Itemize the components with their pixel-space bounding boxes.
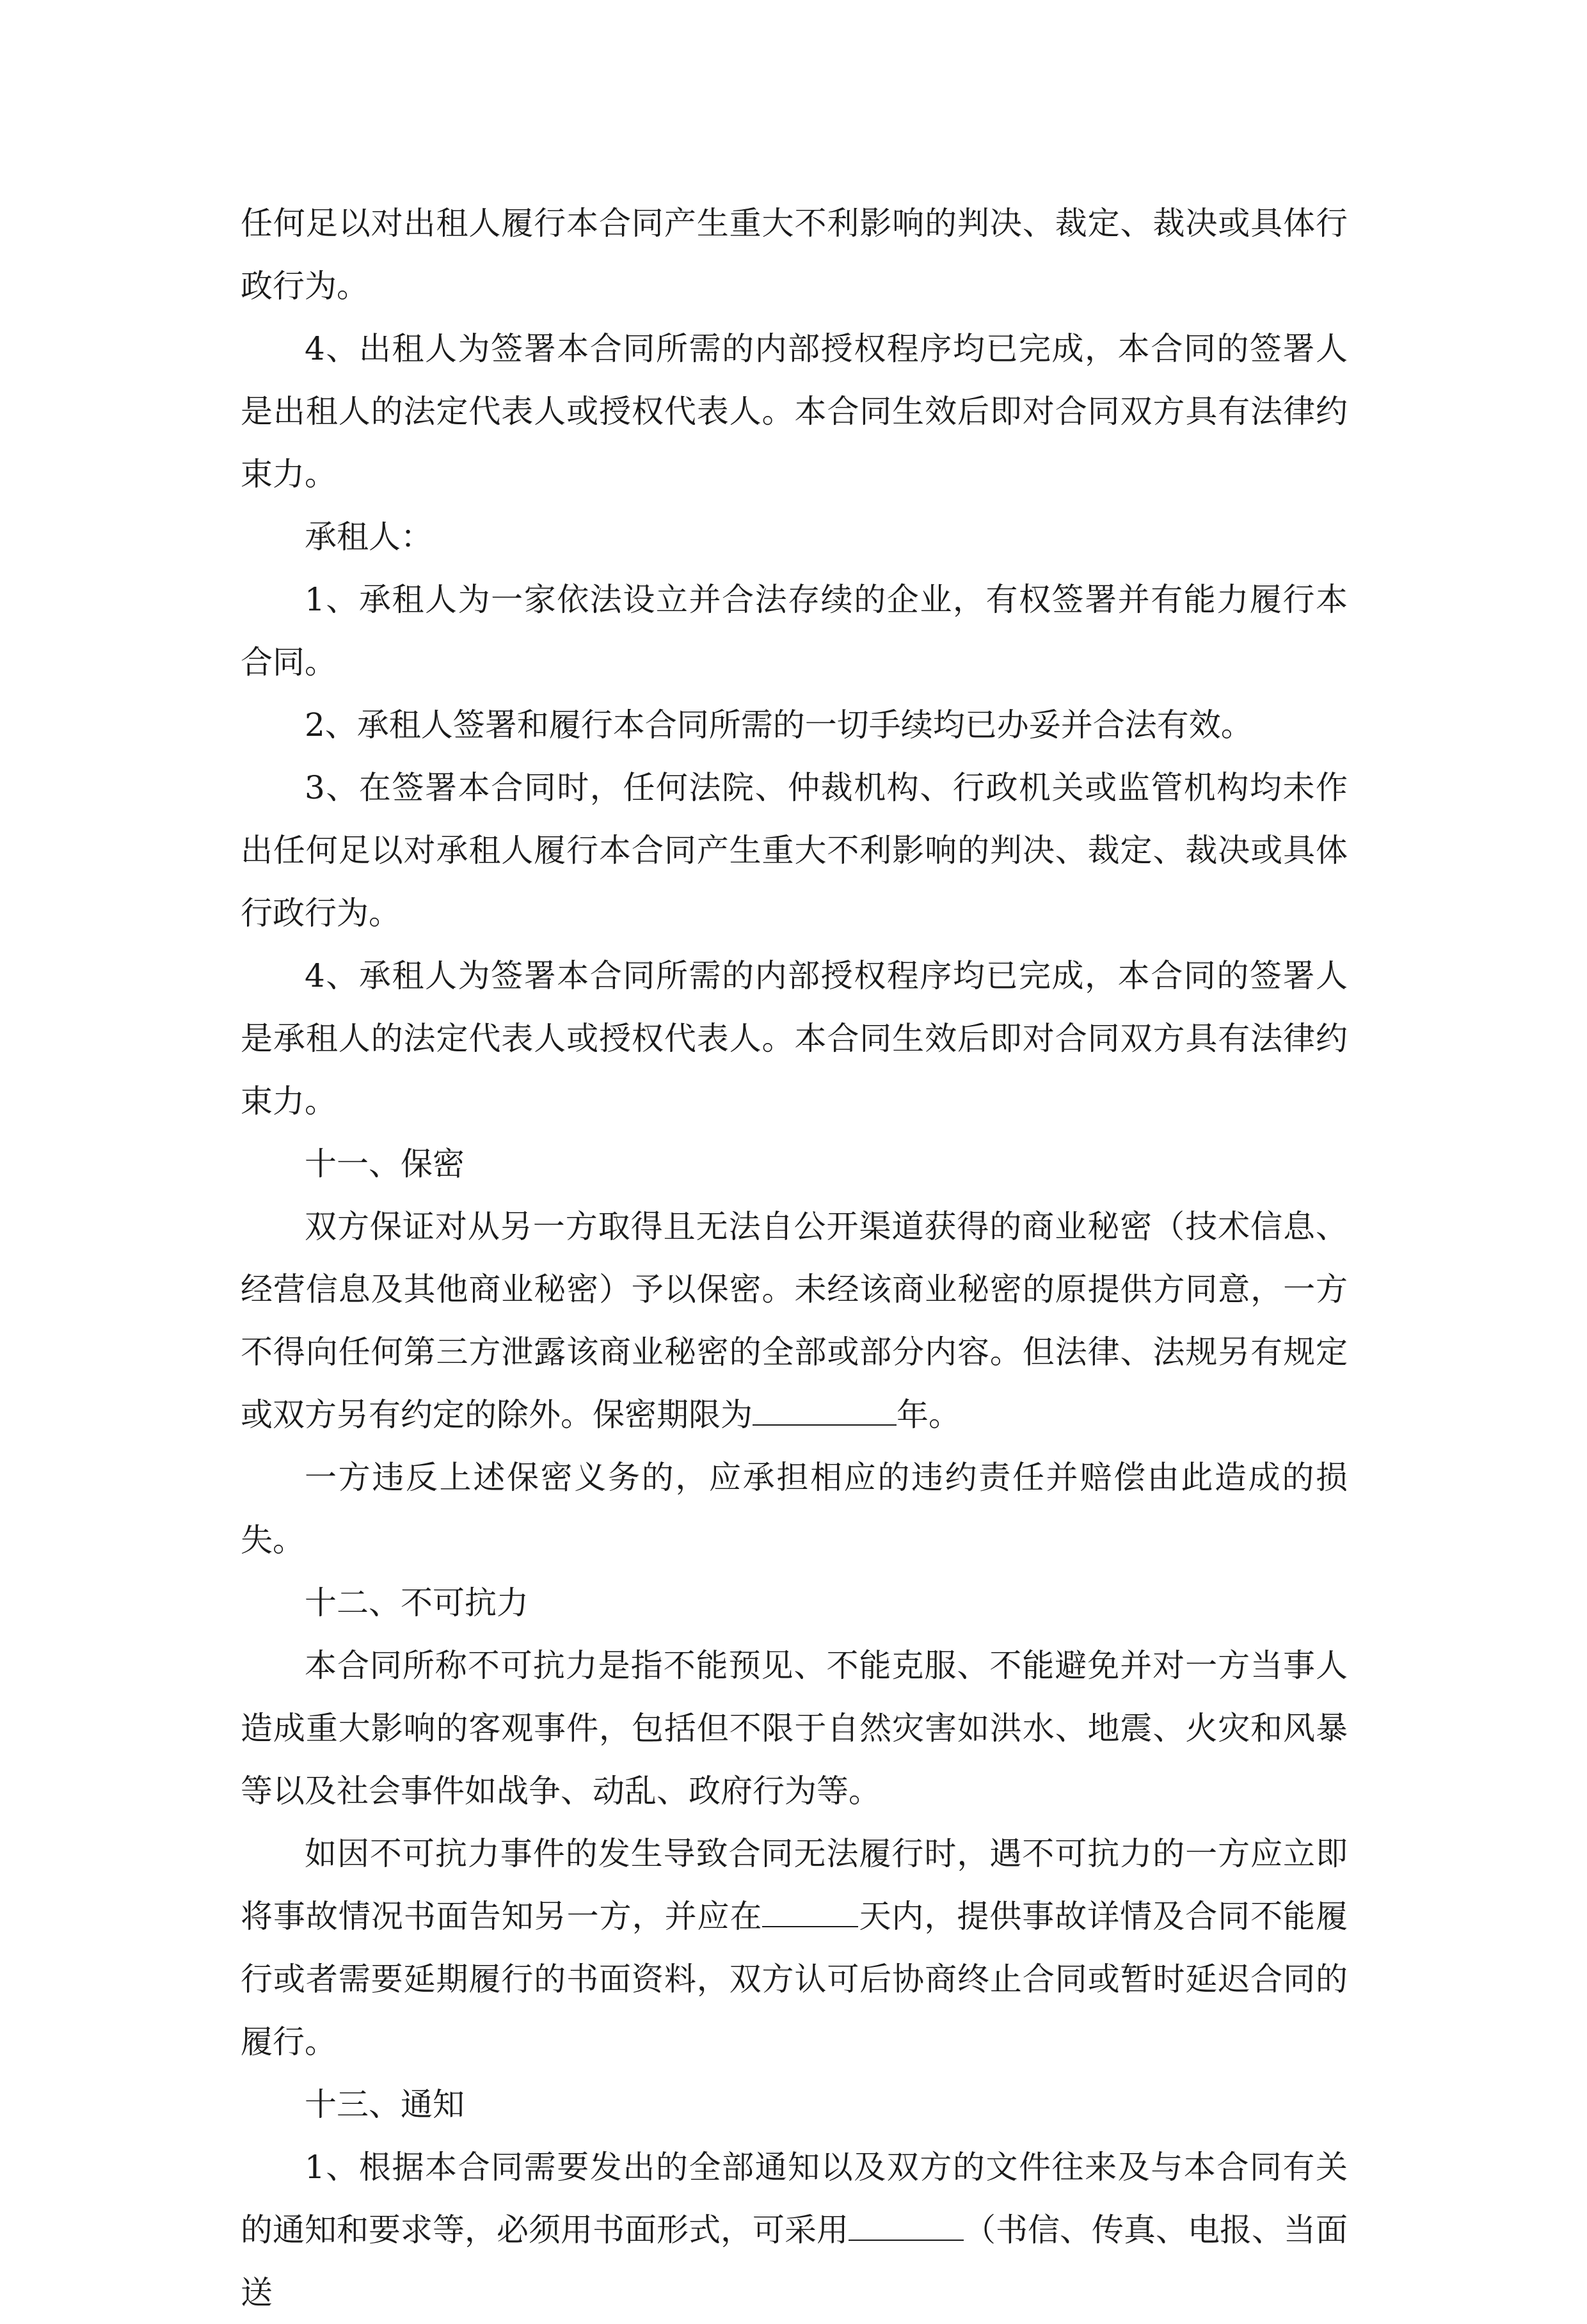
paragraph-lessee-clause-1 — [241, 568, 1348, 694]
paragraph-force-majeure-notice — [241, 1822, 1348, 2073]
paragraph-lessee-clause-4 — [241, 944, 1348, 1133]
paragraph-text: 双方保证对从另一方取得且无法自公开渠道获得的商业秘密（技术信息、经营信息及其他商业秘密）予以保密。未经该商业秘密的原提供方同意，一方不得向任何第三方泄露该商业秘密的全部或部分内容。但法律、法规另有规定或双方另有约定的除外。保密期限为 — [241, 1208, 1348, 1433]
paragraph-lessee-clause-2 — [241, 694, 1348, 756]
paragraph-text: 十二、不可抗力 — [305, 1584, 529, 1621]
section-heading-force-majeure — [241, 1572, 1348, 1634]
paragraph-text: 天内，提供事故详情及合同不能履行或者需要延期履行的书面资料，双方认可后协商终止合同或暂时延迟合同的履行。 — [241, 1898, 1348, 2060]
paragraph-text: 任何足以对出租人履行本合同产生重大不利影响的判决、裁定、裁决或具体行政行为。 — [241, 205, 1348, 305]
blank-field-notice-days[interactable] — [762, 1889, 858, 1927]
blank-field-notice-method[interactable] — [849, 2202, 964, 2241]
paragraph-text: 2、承租人签署和履行本合同所需的一切手续均已办妥并合法有效。 — [305, 706, 1253, 744]
paragraph-text: 一方违反上述保密义务的，应承担相应的违约责任并赔偿由此造成的损失。 — [241, 1459, 1348, 1559]
paragraph-text: 年。 — [897, 1396, 961, 1433]
paragraph-notice-clause-1 — [241, 2136, 1348, 2324]
paragraph-prev-continuation — [241, 192, 1348, 317]
section-heading-notice — [241, 2073, 1348, 2136]
heading-lessee — [241, 505, 1348, 568]
paragraph-text: 十一、保密 — [305, 1145, 465, 1182]
paragraph-text: 承租人： — [305, 518, 433, 555]
blank-field-confidentiality-years[interactable] — [753, 1387, 897, 1426]
paragraph-text: 3、在签署本合同时，任何法院、仲裁机构、行政机关或监管机构均未作出任何足以对承租人履行本合同产生重大不利影响的判决、裁定、裁决或具体行政行为。 — [241, 769, 1348, 932]
paragraph-text: 1、承租人为一家依法设立并合法存续的企业，有权签署并有能力履行本合同。 — [241, 581, 1348, 681]
paragraph-text: 本合同所称不可抗力是指不能预见、不能克服、不能避免并对一方当事人造成重大影响的客观事件，包括但不限于自然灾害如洪水、地震、火灾和风暴等以及社会事件如战争、动乱、政府行为等。 — [241, 1647, 1348, 1810]
paragraph-text: 1、根据本合同需要发出的全部通知以及双方的文件往来及与本合同有关的通知和要求等，必须用书面形式，可采用 — [241, 2149, 1348, 2248]
paragraph-text: （书信、传真、电报、当面送 — [241, 2211, 1348, 2311]
section-heading-confidentiality — [241, 1133, 1348, 1195]
paragraph-text: 十三、通知 — [305, 2086, 465, 2123]
document-page — [241, 192, 1348, 2324]
paragraph-force-majeure-definition — [241, 1634, 1348, 1822]
paragraph-lessee-clause-3 — [241, 756, 1348, 944]
paragraph-text: 4、出租人为签署本合同所需的内部授权程序均已完成，本合同的签署人是出租人的法定代表人或授权代表人。本合同生效后即对合同双方具有法律约束力。 — [241, 330, 1348, 493]
paragraph-breach-liability — [241, 1446, 1348, 1572]
paragraph-text: 4、承租人为签署本合同所需的内部授权程序均已完成，本合同的签署人是承租人的法定代表人或授权代表人。本合同生效后即对合同双方具有法律约束力。 — [241, 957, 1348, 1120]
paragraph-text: 如因不可抗力事件的发生导致合同无法履行时，遇不可抗力的一方应立即将事故情况书面告知另一方，并应在 — [241, 1835, 1348, 1935]
paragraph-confidentiality — [241, 1195, 1348, 1446]
paragraph-lessor-clause-4 — [241, 317, 1348, 505]
